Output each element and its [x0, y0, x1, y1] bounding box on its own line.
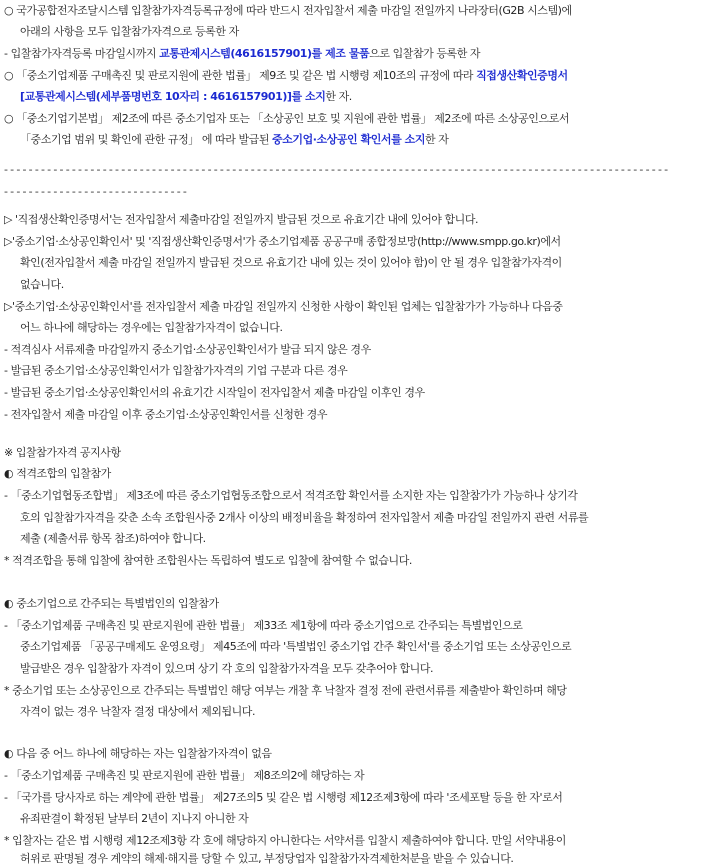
section-3-note-1: * 입찰자는 같은 법 시행령 제12조제3항 각 호에 해당하지 아니한다는 서약서를 입찰시 제출하여야 합니다. 만일 서약내용이	[4, 834, 566, 847]
section-2-title: ◐ 중소기업으로 간주되는 특별법인의 입찰참가	[4, 597, 219, 610]
note-3-line-2: 어느 하나에 해당하는 경우에는 입찰참가자격이 없습니다.	[20, 321, 283, 334]
eligibility-line-5-post: 한 자.	[325, 90, 352, 103]
section-2-line-3: 발급받은 경우 입찰참가 자격이 있으며 상기 각 호의 입찰참가자격을 모두 갖추어야 합니다.	[20, 662, 434, 675]
section-1-line-2: 호의 입찰참가자격을 갖춘 소속 조합원사중 2개사 이상의 배정비율을 확정하여 전자입찰서 제출 마감일 전일까지 관련 서류를	[20, 511, 589, 524]
sme-certificate-highlight: 중소기업·소상공인 확인서를 소지	[272, 133, 425, 146]
section-3-note-2: 허위로 판명될 경우 계약의 해제·해지를 당할 수 있고, 부정당업자 입찰참가자격제한처분을 받을 수 있습니다.	[20, 852, 514, 865]
registered-product-highlight: 교통관제시스템(4616157901)를 제조 물품	[159, 47, 370, 60]
section-2-line-1: - 「중소기업제품 구매촉진 및 판로지원에 관한 법률」 제33조 제1항에 따라 중소기업으로 간주되는 특별법인으로	[4, 619, 523, 632]
section-1-line-3: 제출 (제출서류 항목 참조)하여야 합니다.	[20, 532, 206, 545]
eligibility-line-3-post: 으로 입찰참가 등록한 자	[369, 47, 481, 60]
separator-line-1: ------------------------------------------------------------------------------------------------------------	[4, 163, 671, 176]
note-2-line-3: 없습니다.	[20, 278, 64, 291]
eligibility-line-2: 아래의 사항을 모두 입찰참가자격으로 등록한 자	[20, 25, 239, 38]
eligibility-line-5	[20, 89, 716, 105]
section-3-line-1: - 「중소기업제품 구매촉진 및 판로지원에 관한 법률」 제8조의2에 해당하는 자	[4, 769, 365, 782]
note-1: ▷ '직접생산확인증명서'는 전자입찰서 제출마감일 전일까지 발급된 것으로 유효기간 내에 있어야 합니다.	[4, 213, 479, 226]
eligibility-line-7	[20, 132, 716, 148]
direct-production-certificate-highlight: 직접생산확인증명서	[476, 69, 568, 82]
eligibility-line-7-pre: 「중소기업 범위 및 확인에 관한 규정」 에 따라 발급된	[20, 133, 273, 146]
eligibility-line-6: ○ 「중소기업기본법」 제2조에 따른 중소기업자 또는 「소상공인 보호 및 지원에 관한 법률」 제2조에 따른 소상공인으로서	[4, 112, 570, 125]
item-number-highlight: [교통관제시스템(세부품명번호 10자리 : 4616157901)]를 소지	[20, 90, 326, 103]
eligibility-line-1: ○ 국가공합전자조달시스템 입찰참가자격등록규정에 따라 반드시 전자입찰서 제출 마감일 전일까지 나라장터(G2B 시스템)에	[4, 4, 572, 17]
section-2-line-2: 중소기업제품 「공공구매제도 운영요령」 제45조에 따라 '특별법인 중소기업 간주 확인서'를 중소기업 또는 소상공인으로	[20, 640, 572, 653]
disqualify-case-4: - 전자입찰서 제출 마감일 이후 중소기업·소상공인확인서를 신청한 경우	[4, 408, 327, 421]
disqualify-case-2: - 발급된 중소기업·소상공인확인서가 입찰참가자격의 기업 구분과 다른 경우	[4, 364, 348, 377]
eligibility-line-4	[4, 68, 716, 84]
disqualify-case-1: - 적격심사 서류제출 마감일까지 중소기업·소상공인확인서가 발급 되지 않은 경우	[4, 343, 371, 356]
eligibility-line-4-pre: ○ 「중소기업제품 구매촉진 및 판로지원에 관한 법률」 제9조 및 같은 법 시행령 제10조의 규정에 따라	[4, 69, 477, 82]
eligibility-line-3-pre: - 입찰참가자격등록 마감일시까지	[4, 47, 160, 60]
section-1-line-1: - 「중소기업협동조합법」 제3조에 따른 중소기업협동조합으로서 적격조합 확인서를 소지한 자는 입찰참가가 가능하나 상기각	[4, 489, 578, 502]
section-2-note-2: 자격이 없는 경우 낙찰자 결정 대상에서 제외됩니다.	[20, 705, 256, 718]
note-3-line-1: ▷'중소기업·소상공인확인서'를 전자입찰서 제출 마감일 전일까지 신청한 사항이 확인된 업체는 입찰참가가 가능하나 다음중	[4, 300, 563, 313]
disqualify-case-3: - 발급된 중소기업·소상공인확인서의 유효기간 시작일이 전자입찰서 제출 마감일 이후인 경우	[4, 386, 425, 399]
eligibility-line-7-post: 한 자	[425, 133, 449, 146]
section-3-line-2: - 「국가를 당사자로 하는 계약에 관한 법률」 제27조의5 및 같은 법 시행령 제12조제3항에 따라 '조세포탈 등을 한 자'로서	[4, 791, 563, 804]
notice-heading: ※ 입찰참가자격 공지사항	[4, 446, 121, 459]
eligibility-line-3	[4, 46, 716, 62]
section-3-title: ◐ 다음 중 어느 하나에 해당하는 자는 입찰참가자격이 없음	[4, 747, 272, 760]
section-3-line-3: 유죄판결이 확정된 날부터 2년이 지나지 아니한 자	[20, 812, 249, 825]
note-2-line-1: ▷'중소기업·소상공인확인서' 및 '직접생산확인증명서'가 중소기업제품 공공구매 종합정보망(http://www.smpp.go.kr)에서	[4, 235, 561, 248]
note-2-line-2: 확인(전자입찰서 제출 마감일 전일까지 발급된 것으로 유효기간 내에 있는 것이 있어야 함)이 안 될 경우 입찰참가자격이	[20, 256, 562, 269]
section-2-note-1: * 중소기업 또는 소상공인으로 간주되는 특별법인 해당 여부는 개찰 후 낙찰자 결정 전에 관련서류를 제출받아 확인하며 해당	[4, 684, 567, 697]
section-1-title: ◐ 적격조합의 입찰참가	[4, 467, 111, 480]
section-1-note: * 적격조합을 통해 입찰에 참여한 조합원사는 독립하여 별도로 입찰에 참여할 수 없습니다.	[4, 554, 412, 567]
separator-line-2: ------------------------------	[4, 185, 190, 198]
